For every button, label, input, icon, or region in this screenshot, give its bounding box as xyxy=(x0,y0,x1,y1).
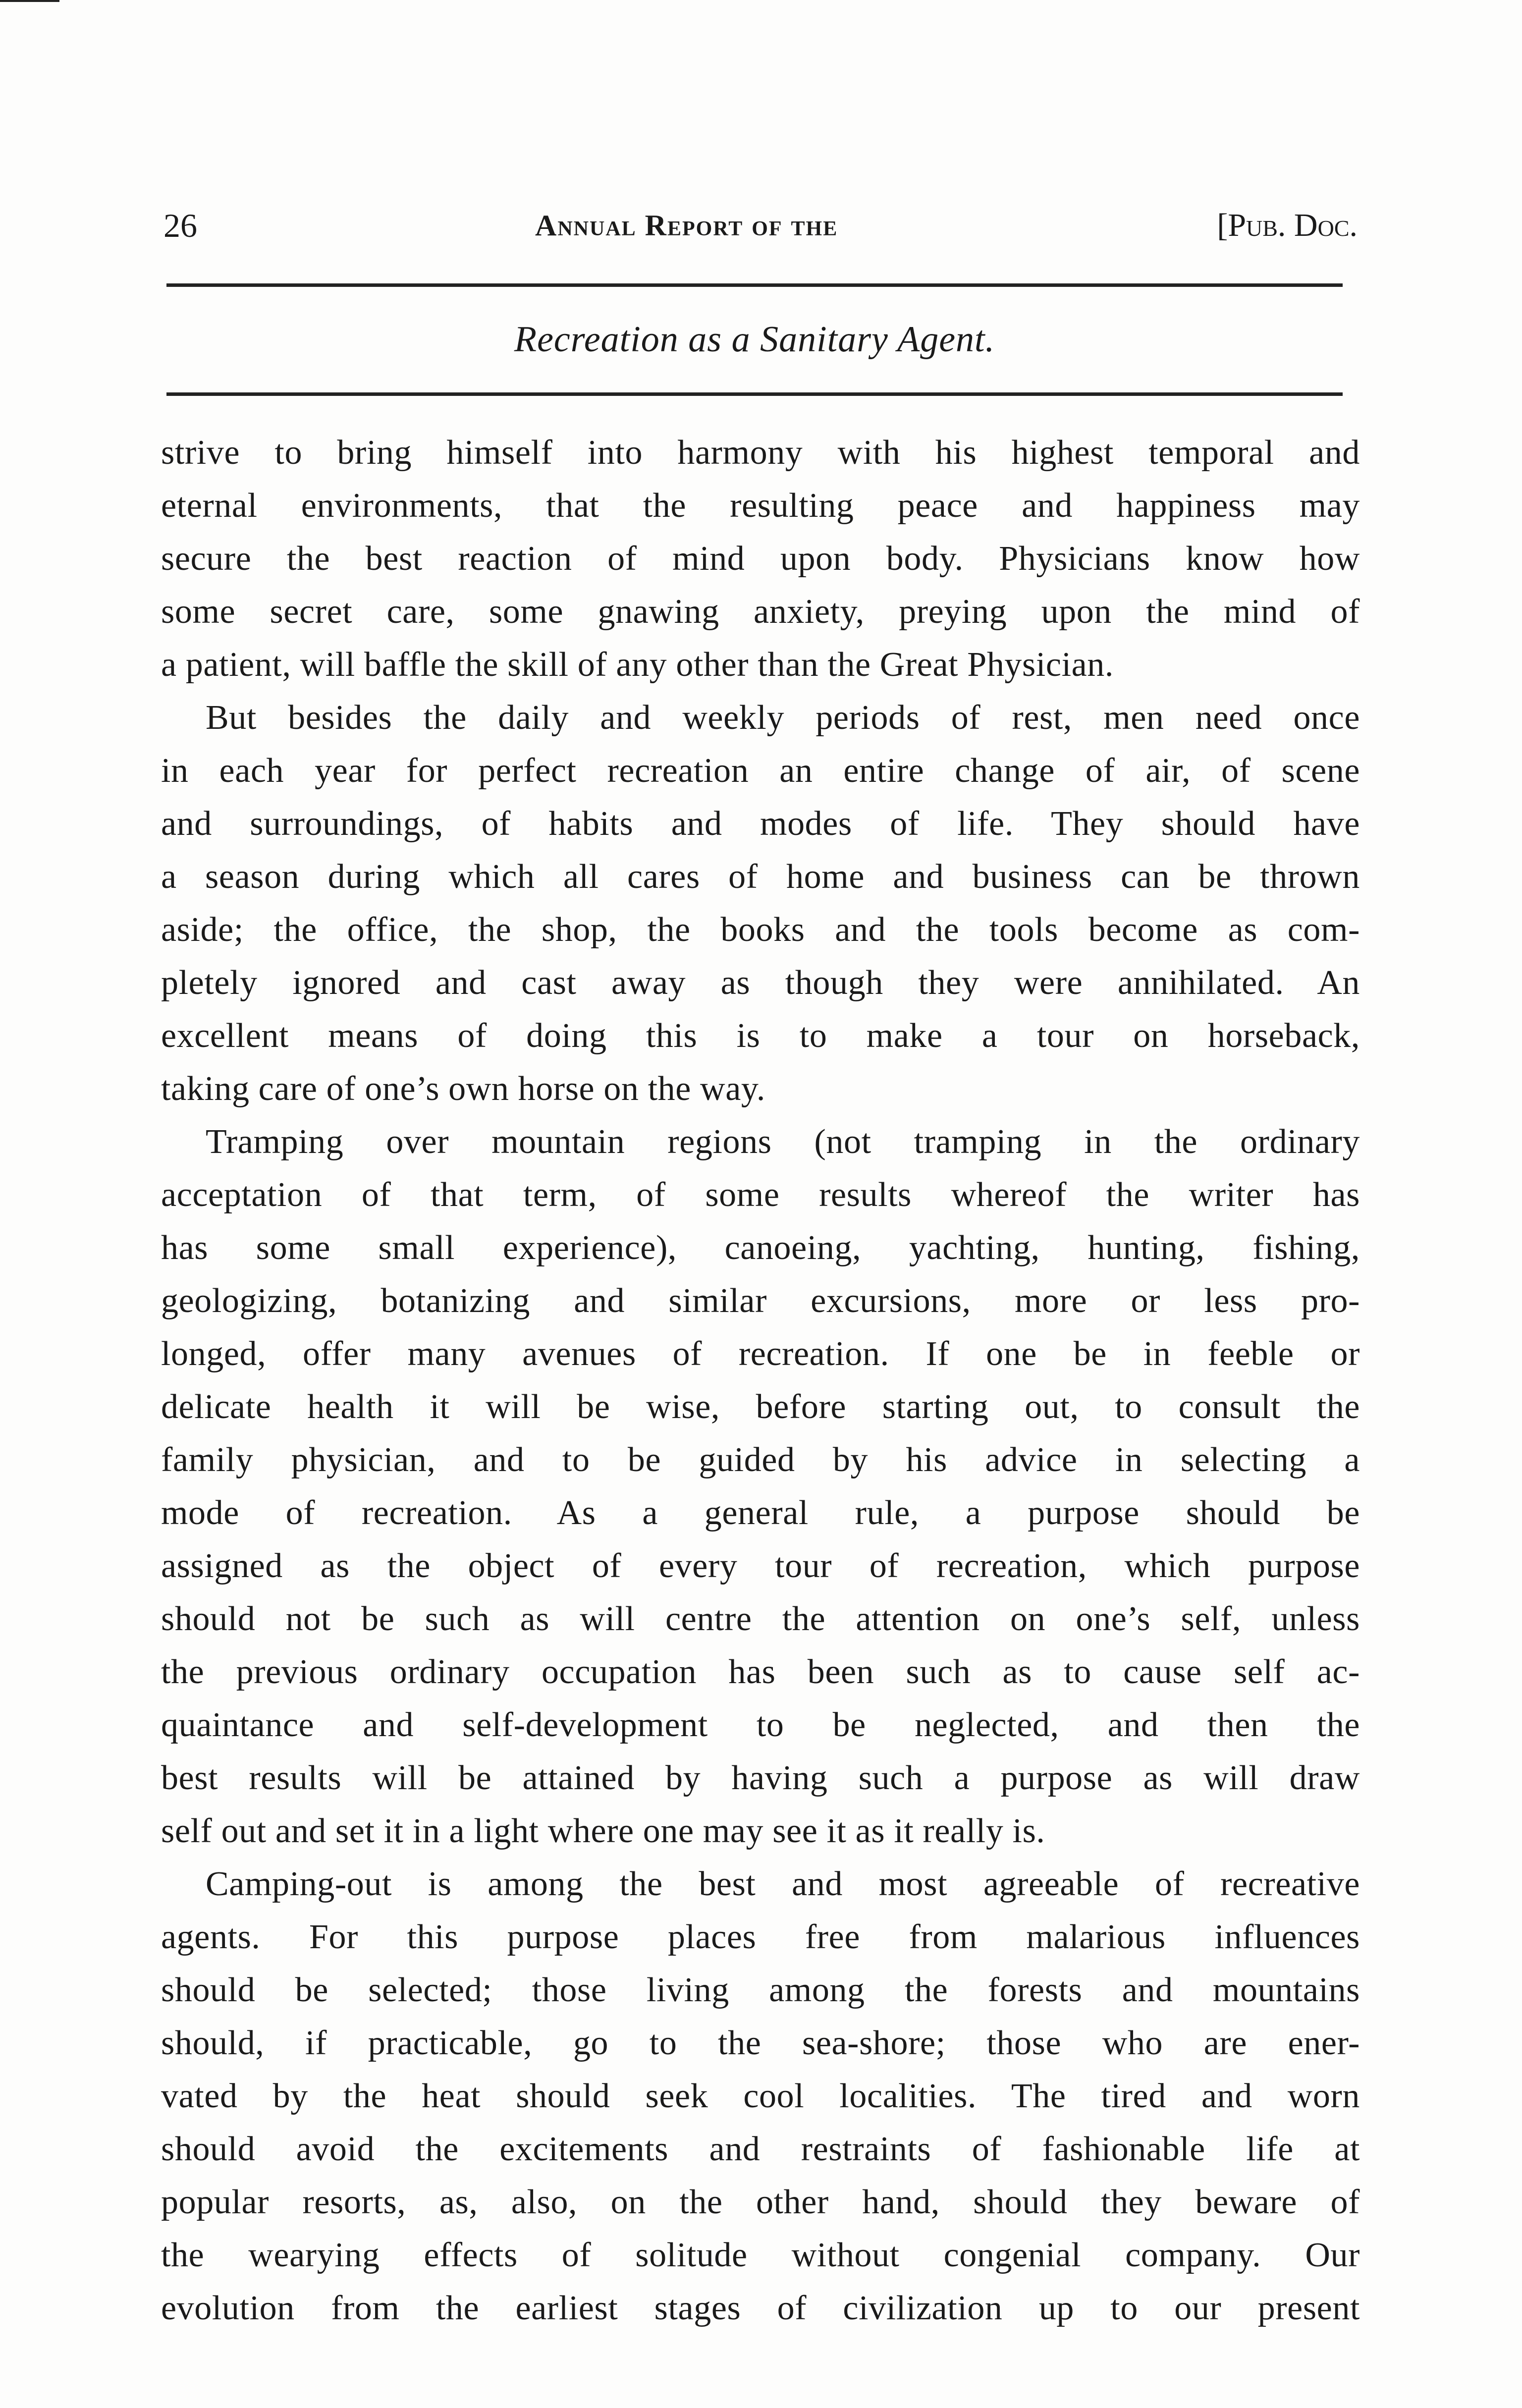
text-line: assigned as the object of every tour of recreation, which purpose xyxy=(161,1547,1360,1585)
document-label: [Pub. Doc. xyxy=(1217,207,1358,243)
text-line: taking care of one’s own horse on the way. xyxy=(161,1070,766,1108)
text-line: quaintance and self-development to be neglected, and then the xyxy=(161,1706,1360,1744)
text-line: Tramping over mountain regions (not tramping in the ordinary xyxy=(206,1123,1360,1161)
text-line: vated by the heat should seek cool localities. The tired and worn xyxy=(161,2077,1360,2115)
text-line: delicate health it will be wise, before starting out, to consult the xyxy=(161,1388,1360,1426)
page-number: 26 xyxy=(163,207,197,244)
text-line: a season during which all cares of home and business can be thrown xyxy=(161,858,1360,896)
text-line: best results will be attained by having such a purpose as will draw xyxy=(161,1759,1360,1797)
text-line: agents. For this purpose places free from malarious influences xyxy=(161,1918,1360,1956)
text-line: the previous ordinary occupation has been such as to cause self ac- xyxy=(161,1653,1360,1691)
text-line: the wearying effects of solitude without congenial company. Our xyxy=(161,2236,1360,2274)
text-line: longed, offer many avenues of recreation. If one be in feeble or xyxy=(161,1335,1360,1373)
text-line: has some small experience), canoeing, yachting, hunting, fishing, xyxy=(161,1229,1360,1267)
body-text xyxy=(161,426,1360,2335)
text-line: evolution from the earliest stages of civilization up to our present xyxy=(161,2289,1360,2327)
text-line: popular resorts, as, also, on the other hand, should they beware of xyxy=(161,2183,1360,2221)
header-rule-top xyxy=(166,283,1343,287)
text-line: family physician, and to be guided by his advice in selecting a xyxy=(161,1441,1360,1479)
text-line: some secret care, some gnawing anxiety, preying upon the mind of xyxy=(161,593,1360,631)
text-line: mode of recreation. As a general rule, a purpose should be xyxy=(161,1494,1360,1532)
header-rule-bottom xyxy=(166,392,1343,396)
text-line: acceptation of that term, of some results whereof the writer has xyxy=(161,1176,1360,1214)
text-line: in each year for perfect recreation an entire change of air, of scene xyxy=(161,752,1360,790)
text-line: pletely ignored and cast away as though they were annihilated. An xyxy=(161,964,1360,1002)
text-line: But besides the daily and weekly periods of rest, men need once xyxy=(206,699,1360,737)
report-title: Annual Report of the xyxy=(535,209,838,242)
text-line: a patient, will baffle the skill of any other than the Great Physician. xyxy=(161,646,1114,684)
text-line: eternal environments, that the resulting peace and happiness may xyxy=(161,487,1360,525)
section-title: Recreation as a Sanitary Agent. xyxy=(514,319,995,360)
text-line: geologizing, botanizing and similar excursions, more or less pro- xyxy=(161,1282,1360,1320)
text-line: secure the best reaction of mind upon body. Physicians know how xyxy=(161,540,1360,578)
text-line: self out and set it in a light where one may see it as it really is. xyxy=(161,1812,1045,1850)
text-line: Camping-out is among the best and most agreeable of recreative xyxy=(206,1865,1360,1903)
running-head xyxy=(163,198,1358,253)
text-line: should be selected; those living among the forests and mountains xyxy=(161,1971,1360,2009)
scan-corner-mark xyxy=(0,0,59,2)
text-line: should not be such as will centre the attention on one’s self, unless xyxy=(161,1600,1360,1638)
text-line: strive to bring himself into harmony with his highest temporal and xyxy=(161,434,1360,472)
text-line: excellent means of doing this is to make a tour on horseback, xyxy=(161,1017,1360,1055)
text-line: and surroundings, of habits and modes of life. They should have xyxy=(161,805,1360,843)
text-line: should avoid the excitements and restraints of fashionable life at xyxy=(161,2130,1360,2168)
text-line: aside; the office, the shop, the books and the tools become as com- xyxy=(161,911,1360,949)
text-line: should, if practicable, go to the sea-shore; those who are ener- xyxy=(161,2024,1360,2062)
